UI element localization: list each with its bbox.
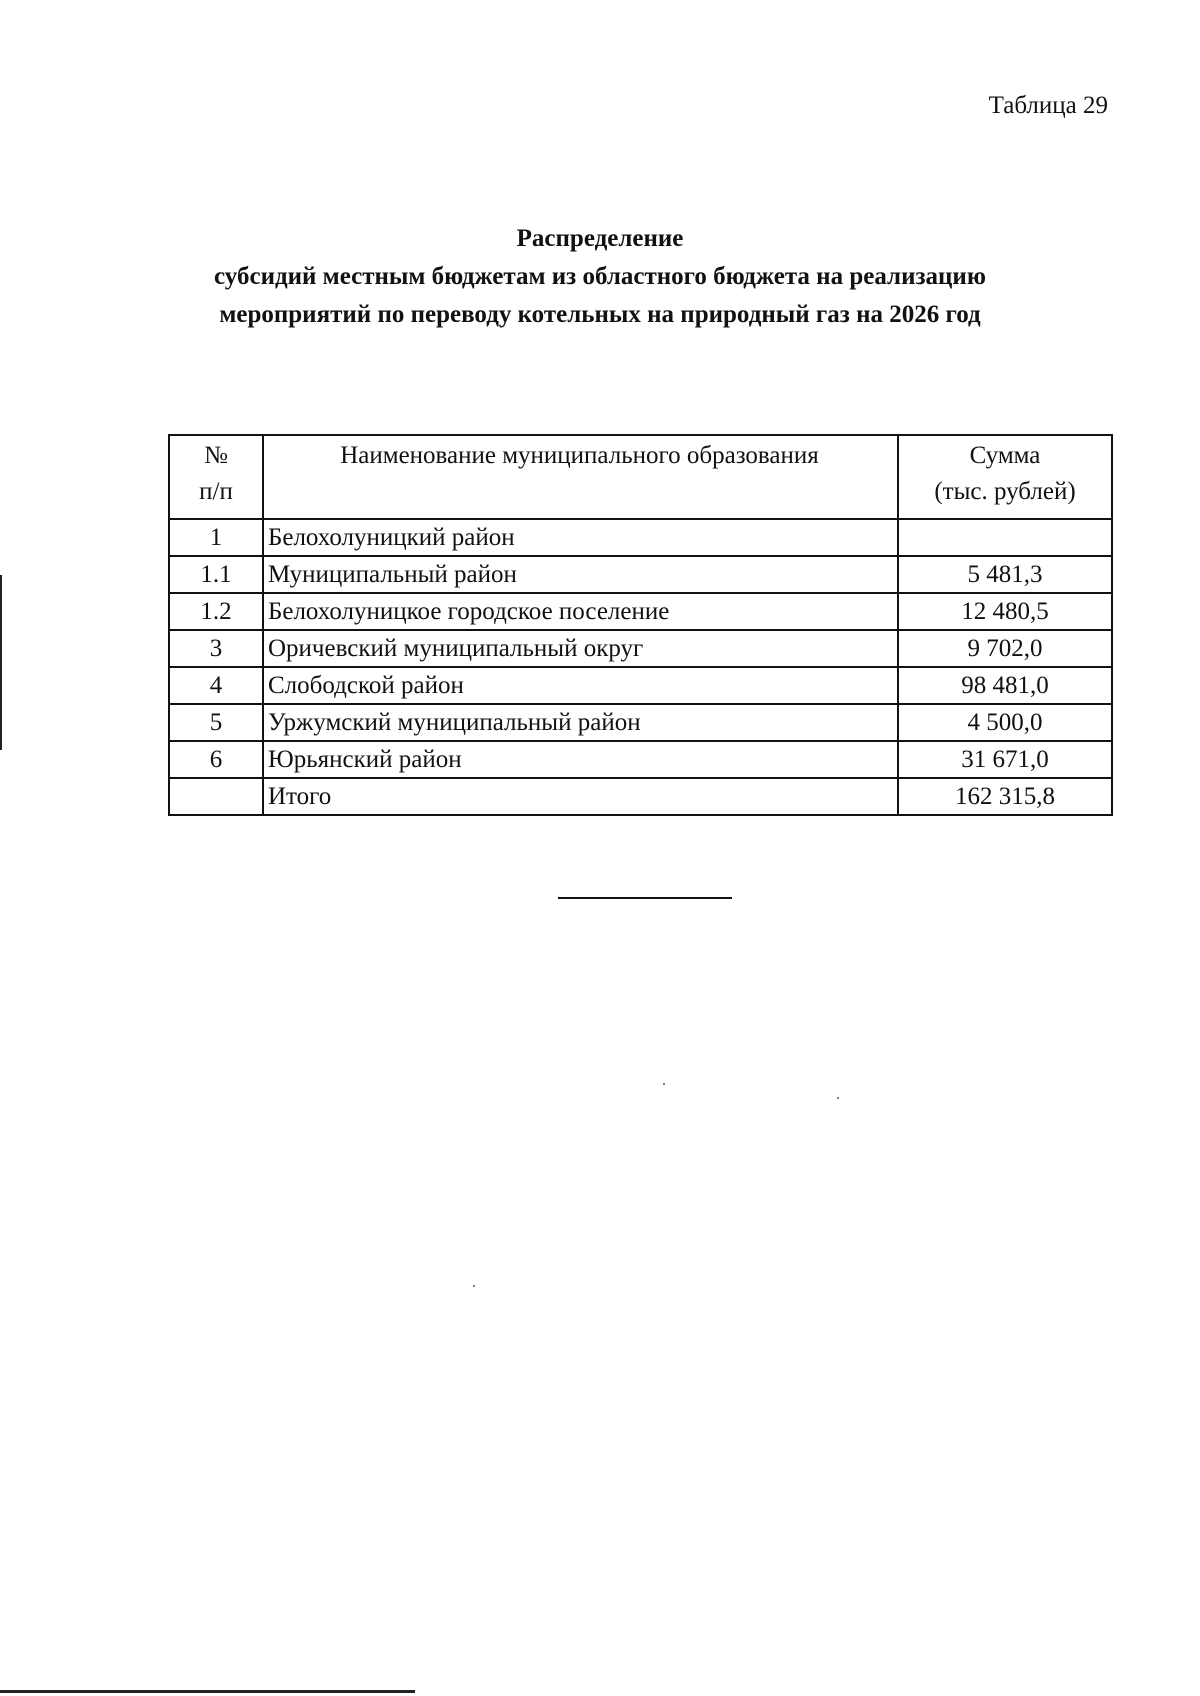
row-sum: 4 500,0 xyxy=(898,704,1112,741)
header-number xyxy=(169,435,263,519)
row-name: Уржумский муниципальный район xyxy=(263,704,898,741)
row-name: Муниципальный район xyxy=(263,556,898,593)
header-sum-line-2: (тыс. рублей) xyxy=(934,478,1076,505)
document-title xyxy=(0,220,1200,334)
row-sum: 98 481,0 xyxy=(898,667,1112,704)
table-total-row xyxy=(169,778,1112,815)
table-row xyxy=(169,630,1112,667)
row-sum: 5 481,3 xyxy=(898,556,1112,593)
closing-rule xyxy=(558,897,732,899)
total-sum: 162 315,8 xyxy=(898,778,1112,815)
total-number xyxy=(169,778,263,815)
row-name: Белохолуницкий район xyxy=(263,519,898,556)
row-sum: 12 480,5 xyxy=(898,593,1112,630)
total-label: Итого xyxy=(263,778,898,815)
row-number: 1.2 xyxy=(169,593,263,630)
row-number: 4 xyxy=(169,667,263,704)
row-name: Слободской район xyxy=(263,667,898,704)
subsidy-table xyxy=(168,434,1113,816)
scan-edge-left xyxy=(0,575,2,750)
row-number: 3 xyxy=(169,630,263,667)
header-number-line-1: № xyxy=(204,442,228,469)
table-row xyxy=(169,519,1112,556)
row-sum xyxy=(898,519,1112,556)
table-row xyxy=(169,593,1112,630)
row-name: Юрьянский район xyxy=(263,741,898,778)
row-number: 1 xyxy=(169,519,263,556)
title-line-1: Распределение xyxy=(516,225,684,252)
scan-speck xyxy=(473,1285,475,1287)
title-line-3: мероприятий по переводу котельных на природный газ на 2026 год xyxy=(219,301,981,328)
header-number-line-2: п/п xyxy=(199,478,233,505)
table-row xyxy=(169,667,1112,704)
row-number: 1.1 xyxy=(169,556,263,593)
row-sum: 31 671,0 xyxy=(898,741,1112,778)
scan-speck xyxy=(837,1097,839,1099)
scan-speck xyxy=(663,1083,665,1085)
header-name: Наименование муниципального образования xyxy=(263,435,898,519)
row-name: Оричевский муниципальный округ xyxy=(263,630,898,667)
title-line-2: субсидий местным бюджетам из областного бюджета на реализацию xyxy=(214,263,986,290)
row-number: 6 xyxy=(169,741,263,778)
header-sum-line-1: Сумма xyxy=(969,442,1041,469)
table-row xyxy=(169,741,1112,778)
table-header-row xyxy=(169,435,1112,519)
header-sum xyxy=(898,435,1112,519)
table-row xyxy=(169,556,1112,593)
table-row xyxy=(169,704,1112,741)
row-name: Белохолуницкое городское поселение xyxy=(263,593,898,630)
row-number: 5 xyxy=(169,704,263,741)
table-number: Таблица 29 xyxy=(988,92,1108,119)
scan-edge-bottom xyxy=(0,1690,415,1693)
row-sum: 9 702,0 xyxy=(898,630,1112,667)
